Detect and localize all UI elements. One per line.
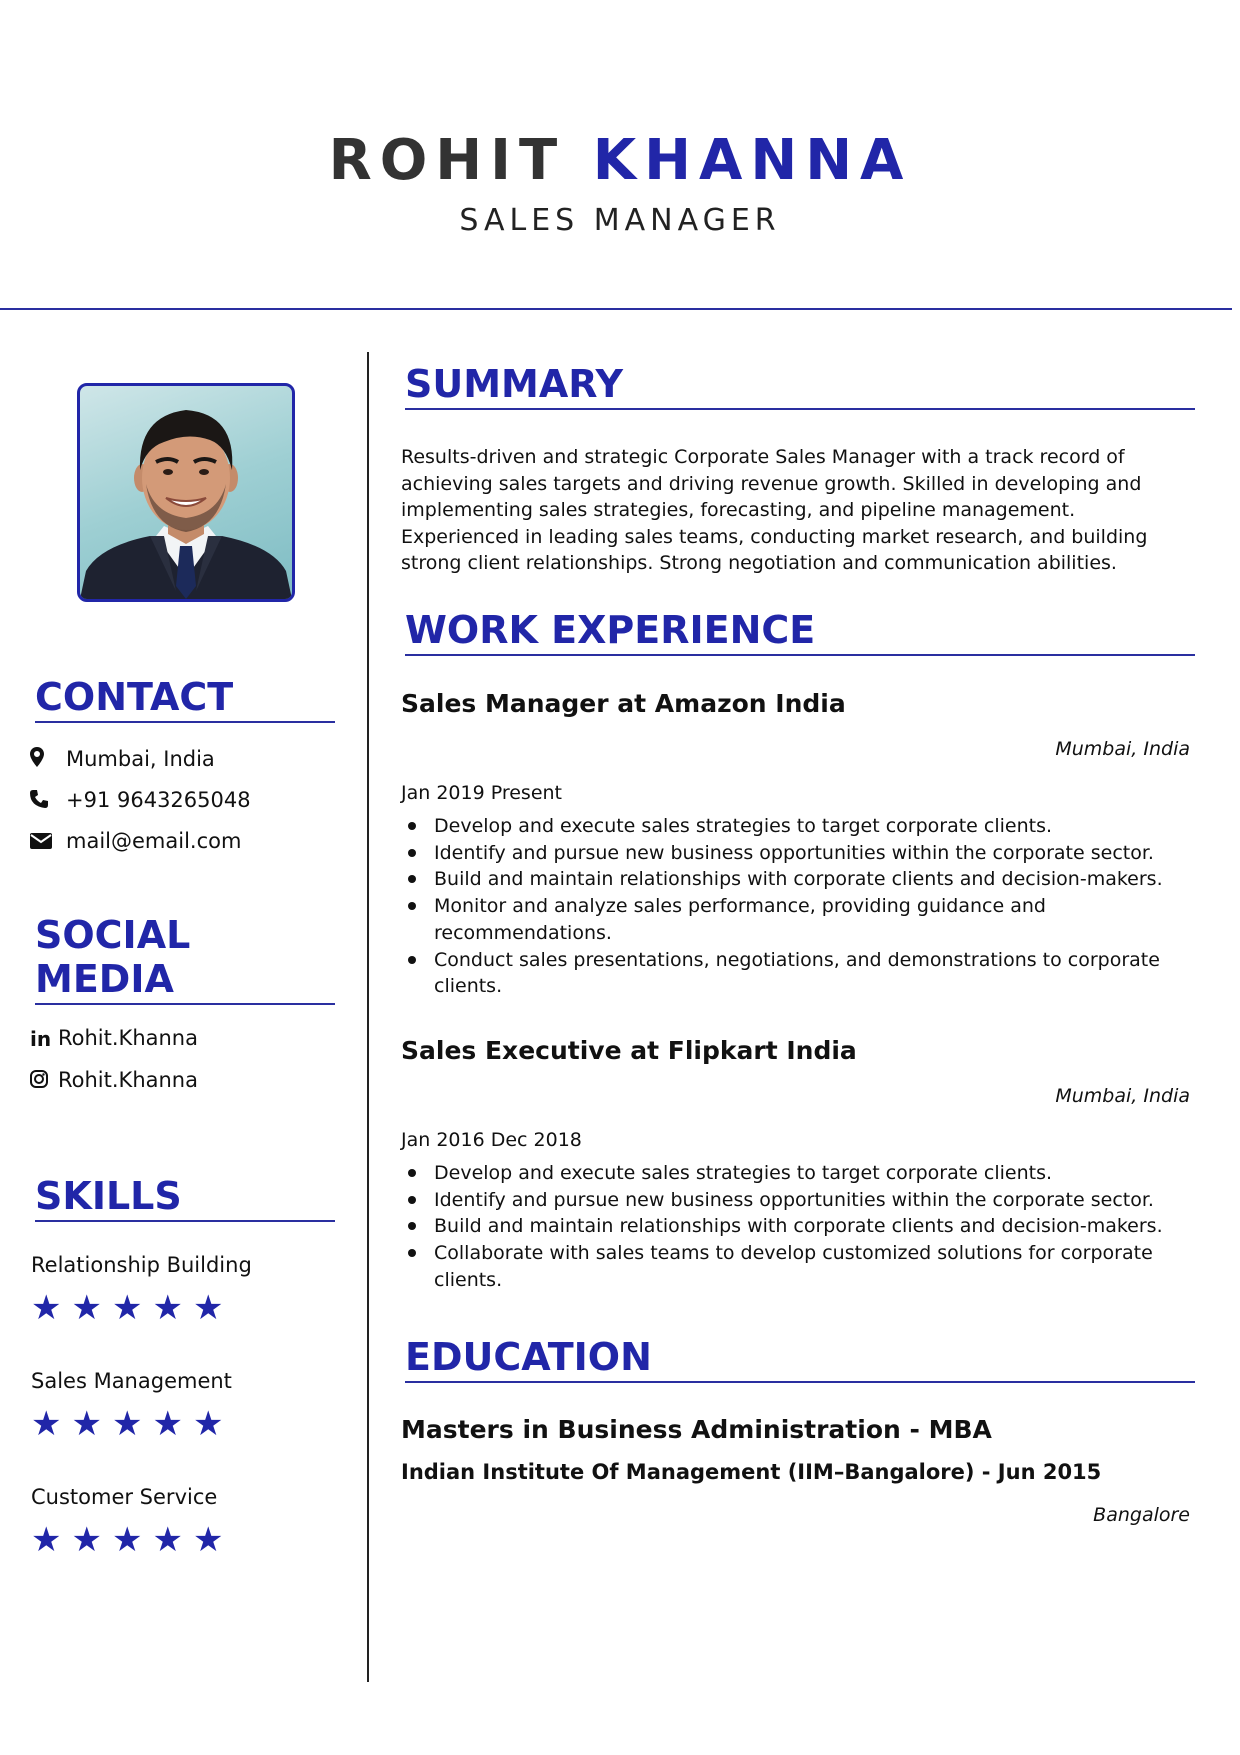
contact-rule	[35, 721, 335, 723]
linkedin-handle: Rohit.Khanna	[58, 1026, 198, 1050]
star-icon: ★	[192, 1520, 234, 1560]
job-bullet: Develop and execute sales strategies to target corporate clients.	[401, 813, 1181, 840]
instagram-handle: Rohit.Khanna	[58, 1068, 198, 1092]
experience-section	[405, 608, 1195, 656]
education-rule	[405, 1381, 1195, 1383]
contact-location	[30, 745, 215, 774]
location-text: Mumbai, India	[66, 747, 215, 771]
skills-rule	[35, 1220, 335, 1222]
star-icon: ★	[71, 1288, 112, 1328]
social-section	[35, 913, 335, 1005]
job-title: Sales Executive at Flipkart India	[401, 1036, 857, 1065]
skill-rating	[31, 1520, 233, 1560]
social-rule	[35, 1003, 335, 1005]
star-icon: ★	[111, 1288, 153, 1328]
phone-icon	[30, 787, 54, 815]
job-bullet: Identify and pursue new business opportunities within the corporate sector.	[401, 840, 1181, 867]
contact-phone[interactable]	[30, 786, 251, 815]
star-icon: ★	[71, 1404, 112, 1444]
job-bullet: Conduct sales presentations, negotiations, and demonstrations to corporate clients.	[401, 947, 1181, 1000]
job-location: Mumbai, India	[1055, 738, 1190, 760]
star-icon: ★	[111, 1404, 153, 1444]
star-icon: ★	[31, 1288, 72, 1328]
experience-heading: WORK EXPERIENCE	[405, 608, 816, 652]
portrait-illustration	[80, 386, 292, 599]
education-section	[405, 1335, 1195, 1383]
social-linkedin[interactable]	[30, 1024, 198, 1053]
header-divider	[0, 308, 1232, 310]
education-school: Indian Institute Of Management (IIM–Bangalore) - Jun 2015	[401, 1460, 1102, 1484]
contact-section	[35, 675, 335, 723]
skill-name: Sales Management	[31, 1369, 232, 1393]
education-location: Bangalore	[1093, 1504, 1190, 1526]
star-icon: ★	[152, 1520, 193, 1560]
email-text: mail@email.com	[66, 829, 242, 853]
job-bullet: Build and maintain relationships with corporate clients and decision-makers.	[401, 866, 1181, 893]
star-icon: ★	[71, 1520, 112, 1560]
star-icon: ★	[31, 1404, 72, 1444]
column-divider	[367, 352, 369, 1682]
job-bullets	[401, 813, 1181, 1000]
education-heading: EDUCATION	[405, 1335, 652, 1379]
job-bullet: Identify and pursue new business opportunities within the corporate sector.	[401, 1187, 1181, 1214]
social-heading-line1: SOCIAL	[35, 913, 191, 957]
job-dates: Jan 2019 Present	[401, 782, 563, 804]
instagram-icon	[30, 1067, 50, 1095]
linkedin-icon: in	[30, 1027, 52, 1051]
skills-section	[35, 1174, 335, 1222]
map-pin-icon	[30, 746, 54, 774]
social-heading-line2: MEDIA	[35, 957, 174, 1001]
skill-rating	[31, 1404, 233, 1444]
skills-heading: SKILLS	[35, 1174, 182, 1218]
job-bullets	[401, 1160, 1181, 1294]
star-icon: ★	[111, 1520, 153, 1560]
candidate-title: SALES MANAGER	[459, 203, 781, 238]
job-title: Sales Manager at Amazon India	[401, 689, 846, 718]
envelope-icon	[30, 828, 54, 856]
profile-photo	[77, 383, 295, 602]
phone-text: +91 9643265048	[66, 788, 251, 812]
education-degree: Masters in Business Administration - MBA	[401, 1415, 992, 1444]
first-name: ROHIT	[328, 128, 566, 193]
star-icon: ★	[192, 1404, 234, 1444]
star-icon: ★	[152, 1404, 193, 1444]
summary-rule	[405, 408, 1195, 410]
job-bullet: Develop and execute sales strategies to target corporate clients.	[401, 1160, 1181, 1187]
candidate-name	[0, 126, 1240, 196]
job-location: Mumbai, India	[1055, 1085, 1190, 1107]
experience-rule	[405, 654, 1195, 656]
contact-heading: CONTACT	[35, 675, 234, 719]
star-icon: ★	[152, 1288, 193, 1328]
star-icon: ★	[192, 1288, 234, 1328]
job-bullet: Build and maintain relationships with corporate clients and decision-makers.	[401, 1213, 1181, 1240]
skill-rating	[31, 1288, 233, 1328]
summary-section	[405, 362, 1195, 410]
job-bullet: Collaborate with sales teams to develop customized solutions for corporate clients.	[401, 1240, 1181, 1293]
last-name: KHANNA	[592, 128, 912, 193]
social-instagram[interactable]	[30, 1066, 198, 1095]
contact-email[interactable]	[30, 827, 241, 856]
star-icon: ★	[31, 1520, 72, 1560]
job-bullet: Monitor and analyze sales performance, providing guidance and recommendations.	[401, 893, 1181, 946]
skill-name: Customer Service	[31, 1485, 218, 1509]
summary-text: Results-driven and strategic Corporate Sales Manager with a track record of achieving sales targets and driving revenue growth. Skilled in developing and implementing sales strategies, forecasting, and pipeline management. Experienced in leading sales teams, conducting market research, and building strong client relationships. Strong negotiation and communication abilities.	[401, 446, 1148, 574]
summary-heading: SUMMARY	[405, 362, 623, 406]
skill-name: Relationship Building	[31, 1253, 252, 1277]
job-dates: Jan 2016 Dec 2018	[401, 1129, 582, 1151]
